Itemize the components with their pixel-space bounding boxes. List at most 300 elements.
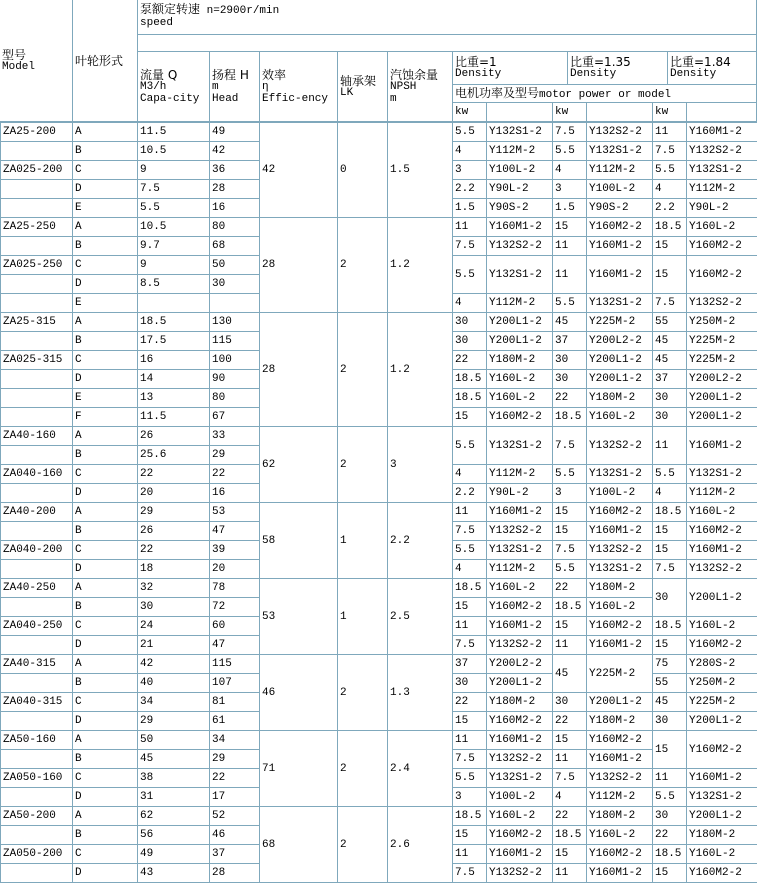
capacity-cell: 8.5 bbox=[138, 275, 210, 294]
motor-kw-cell: 45 bbox=[553, 655, 587, 693]
impeller-cell: D bbox=[73, 788, 138, 807]
motor-kw-cell: 18.5 bbox=[653, 845, 687, 864]
model-cell: ZA040-250 bbox=[1, 617, 73, 636]
npsh-cell: 2.2 bbox=[388, 503, 453, 579]
model-cell bbox=[1, 864, 73, 883]
pump-performance-table bbox=[0, 122, 757, 883]
model-cell bbox=[1, 674, 73, 693]
npsh-cell: 1.2 bbox=[388, 313, 453, 427]
motor-kw-cell: 15 bbox=[453, 598, 487, 617]
head-cell: 52 bbox=[210, 807, 260, 826]
motor-model-cell: Y200L1-2 bbox=[687, 712, 757, 731]
motor-kw-cell: 18.5 bbox=[453, 389, 487, 408]
head-cell: 47 bbox=[210, 636, 260, 655]
motor-model-cell: Y132S1-2 bbox=[487, 256, 553, 294]
lk-cell: 2 bbox=[338, 807, 388, 883]
efficiency-cell: 46 bbox=[260, 655, 338, 731]
motor-kw-cell: 15 bbox=[553, 218, 587, 237]
model-cell: ZA025-250 bbox=[1, 256, 73, 275]
head-cell: 29 bbox=[210, 750, 260, 769]
capacity-cell: 10.5 bbox=[138, 218, 210, 237]
model-cell: ZA40-315 bbox=[1, 655, 73, 674]
motor-model-cell: Y132S1-2 bbox=[687, 465, 757, 484]
motor-kw-cell: 11 bbox=[553, 636, 587, 655]
motor-kw-cell: 15 bbox=[653, 636, 687, 655]
efficiency-cell: 68 bbox=[260, 807, 338, 883]
impeller-cell: C bbox=[73, 161, 138, 180]
head-cell: 49 bbox=[210, 123, 260, 142]
motor-model-cell: Y160M2-2 bbox=[487, 826, 553, 845]
motor-kw-cell: 37 bbox=[553, 332, 587, 351]
motor-model-cell: Y200L1-2 bbox=[487, 332, 553, 351]
lk-cell: 1 bbox=[338, 579, 388, 655]
table-row bbox=[1, 503, 757, 522]
head-cell: 115 bbox=[210, 655, 260, 674]
capacity-cell: 40 bbox=[138, 674, 210, 693]
lk-cell: 2 bbox=[338, 427, 388, 503]
impeller-cell: A bbox=[73, 427, 138, 446]
motor-model-cell: Y160M1-2 bbox=[587, 256, 653, 294]
capacity-cell: 29 bbox=[138, 503, 210, 522]
header-density-135 bbox=[567, 52, 667, 85]
header-kw-1 bbox=[452, 103, 486, 122]
motor-kw-cell: 3 bbox=[553, 484, 587, 503]
capacity-cell: 9 bbox=[138, 256, 210, 275]
motor-kw-cell: 30 bbox=[553, 351, 587, 370]
motor-model-cell: Y112M-2 bbox=[487, 294, 553, 313]
motor-kw-cell: 11 bbox=[553, 750, 587, 769]
impeller-cell: B bbox=[73, 826, 138, 845]
motor-kw-cell: 30 bbox=[653, 389, 687, 408]
capacity-cell: 26 bbox=[138, 522, 210, 541]
efficiency-symbol: η bbox=[262, 81, 335, 93]
motor-model-cell: Y160L-2 bbox=[487, 807, 553, 826]
motor-kw-cell: 15 bbox=[653, 522, 687, 541]
header-head bbox=[209, 52, 259, 122]
model-cell bbox=[1, 142, 73, 161]
motor-model-cell: Y180M-2 bbox=[687, 826, 757, 845]
npsh-unit: m bbox=[390, 93, 450, 105]
motor-model-cell: Y90L-2 bbox=[687, 199, 757, 218]
header-lk bbox=[337, 52, 387, 122]
npsh-cell: 1.5 bbox=[388, 123, 453, 218]
impeller-cell: B bbox=[73, 522, 138, 541]
impeller-cell: C bbox=[73, 465, 138, 484]
motor-model-cell: Y112M-2 bbox=[687, 180, 757, 199]
model-cell bbox=[1, 446, 73, 465]
head-cell: 28 bbox=[210, 180, 260, 199]
model-cell bbox=[1, 636, 73, 655]
model-cell: ZA040-315 bbox=[1, 693, 73, 712]
motor-model-cell: Y160L-2 bbox=[587, 826, 653, 845]
header-model bbox=[0, 0, 72, 122]
impeller-cell: D bbox=[73, 560, 138, 579]
impeller-cell: C bbox=[73, 351, 138, 370]
head-cell: 39 bbox=[210, 541, 260, 560]
motor-kw-cell: 11 bbox=[653, 123, 687, 142]
impeller-cell: D bbox=[73, 636, 138, 655]
motor-model-cell: Y225M-2 bbox=[587, 655, 653, 693]
motor-model-cell: Y160M1-2 bbox=[487, 617, 553, 636]
table-row bbox=[1, 655, 757, 674]
head-unit: m bbox=[212, 81, 257, 93]
model-cell bbox=[1, 750, 73, 769]
table-row bbox=[1, 807, 757, 826]
capacity-cell: 13 bbox=[138, 389, 210, 408]
speed-value: n=2900r/min bbox=[207, 5, 280, 17]
motor-model-cell: Y160M2-2 bbox=[587, 503, 653, 522]
efficiency-cell: 71 bbox=[260, 731, 338, 807]
capacity-cell: 20 bbox=[138, 484, 210, 503]
motor-model-cell: Y160M1-2 bbox=[487, 845, 553, 864]
motor-kw-cell: 15 bbox=[653, 864, 687, 883]
motor-kw-cell: 7.5 bbox=[553, 123, 587, 142]
model-cell: ZA50-200 bbox=[1, 807, 73, 826]
motor-model-cell: Y112M-2 bbox=[687, 484, 757, 503]
motor-model-cell: Y160L-2 bbox=[587, 408, 653, 427]
motor-model-cell: Y160M2-2 bbox=[687, 522, 757, 541]
motor-kw-cell: 15 bbox=[653, 541, 687, 560]
motor-model-cell: Y160L-2 bbox=[687, 218, 757, 237]
model-cell: ZA040-160 bbox=[1, 465, 73, 484]
motor-model-cell: Y225M-2 bbox=[687, 332, 757, 351]
motor-kw-cell: 45 bbox=[653, 351, 687, 370]
motor-kw-cell: 55 bbox=[653, 313, 687, 332]
motor-kw-cell: 4 bbox=[453, 560, 487, 579]
motor-model-cell: Y132S2-2 bbox=[487, 522, 553, 541]
motor-model-cell: Y160M2-2 bbox=[587, 218, 653, 237]
motor-model-cell: Y132S1-2 bbox=[587, 294, 653, 313]
model-cell bbox=[1, 332, 73, 351]
motor-model-cell: Y200L1-2 bbox=[487, 313, 553, 332]
head-cell: 46 bbox=[210, 826, 260, 845]
head-cell: 100 bbox=[210, 351, 260, 370]
capacity-cell: 38 bbox=[138, 769, 210, 788]
motor-kw-cell: 30 bbox=[553, 693, 587, 712]
model-cell: ZA040-200 bbox=[1, 541, 73, 560]
motor-kw-cell: 11 bbox=[553, 237, 587, 256]
motor-model-cell: Y200L1-2 bbox=[687, 807, 757, 826]
motor-model-cell: Y132S1-2 bbox=[687, 161, 757, 180]
motor-kw-cell: 30 bbox=[653, 579, 687, 617]
motor-model-cell: Y180M-2 bbox=[487, 693, 553, 712]
capacity-cell: 49 bbox=[138, 845, 210, 864]
motor-kw-cell: 7.5 bbox=[453, 750, 487, 769]
motor-kw-cell: 22 bbox=[453, 351, 487, 370]
motor-model-cell: Y160M2-2 bbox=[587, 845, 653, 864]
kw-label: kw bbox=[455, 106, 484, 118]
motor-kw-cell: 15 bbox=[553, 617, 587, 636]
motor-kw-cell: 2.2 bbox=[453, 484, 487, 503]
motor-model-cell: Y160M1-2 bbox=[687, 427, 757, 465]
header-density-184 bbox=[667, 52, 757, 85]
motor-kw-cell: 11 bbox=[553, 864, 587, 883]
motor-model-cell: Y132S1-2 bbox=[487, 769, 553, 788]
motor-kw-cell: 30 bbox=[653, 807, 687, 826]
capacity-cell: 18.5 bbox=[138, 313, 210, 332]
efficiency-cell: 62 bbox=[260, 427, 338, 503]
head-cell: 22 bbox=[210, 465, 260, 484]
table-row bbox=[1, 313, 757, 332]
header-speed bbox=[137, 0, 757, 35]
motor-model-cell: Y200L1-2 bbox=[587, 693, 653, 712]
motor-model-cell: Y160M2-2 bbox=[587, 731, 653, 750]
efficiency-cell: 42 bbox=[260, 123, 338, 218]
motor-model-cell: Y160L-2 bbox=[487, 389, 553, 408]
table-row bbox=[1, 427, 757, 446]
motor-model-cell: Y200L1-2 bbox=[687, 389, 757, 408]
header-model-1 bbox=[486, 103, 552, 122]
capacity-cell: 25.6 bbox=[138, 446, 210, 465]
motor-model-cell: Y160M1-2 bbox=[587, 636, 653, 655]
motor-model-cell: Y160L-2 bbox=[687, 503, 757, 522]
impeller-cell: B bbox=[73, 237, 138, 256]
motor-model-cell: Y90S-2 bbox=[487, 199, 553, 218]
npsh-cell: 3 bbox=[388, 427, 453, 503]
impeller-cell: A bbox=[73, 123, 138, 142]
motor-kw-cell: 55 bbox=[653, 674, 687, 693]
model-cell bbox=[1, 788, 73, 807]
capacity-cell: 9.7 bbox=[138, 237, 210, 256]
motor-kw-cell: 3 bbox=[453, 161, 487, 180]
head-cell: 17 bbox=[210, 788, 260, 807]
head-cell: 50 bbox=[210, 256, 260, 275]
motor-kw-cell: 5.5 bbox=[453, 427, 487, 465]
motor-model-cell: Y200L2-2 bbox=[687, 370, 757, 389]
motor-kw-cell: 11 bbox=[453, 503, 487, 522]
motor-kw-cell: 5.5 bbox=[653, 788, 687, 807]
motor-model-cell: Y132S1-2 bbox=[487, 427, 553, 465]
capacity-unit: M3/h bbox=[140, 81, 207, 93]
npsh-label-en: NPSH bbox=[390, 81, 450, 93]
motor-model-cell: Y250M-2 bbox=[687, 313, 757, 332]
kw-label: kw bbox=[555, 106, 584, 118]
motor-model-cell: Y180M-2 bbox=[587, 807, 653, 826]
motor-kw-cell: 7.5 bbox=[453, 237, 487, 256]
motor-kw-cell: 22 bbox=[553, 712, 587, 731]
header-model-3 bbox=[686, 103, 757, 122]
motor-kw-cell: 7.5 bbox=[553, 769, 587, 788]
motor-model-cell: Y160M2-2 bbox=[487, 408, 553, 427]
model-cell bbox=[1, 712, 73, 731]
npsh-cell: 2.5 bbox=[388, 579, 453, 655]
motor-model-cell: Y280S-2 bbox=[687, 655, 757, 674]
impeller-cell: D bbox=[73, 864, 138, 883]
kw-label: kw bbox=[655, 106, 684, 118]
header-capacity bbox=[137, 52, 209, 122]
impeller-cell: B bbox=[73, 674, 138, 693]
impeller-cell: B bbox=[73, 142, 138, 161]
motor-model-cell: Y160M2-2 bbox=[487, 712, 553, 731]
motor-kw-cell: 5.5 bbox=[553, 294, 587, 313]
head-cell: 16 bbox=[210, 484, 260, 503]
motor-kw-cell: 4 bbox=[553, 788, 587, 807]
impeller-cell: C bbox=[73, 845, 138, 864]
motor-label-en: motor power or model bbox=[539, 89, 671, 101]
header-blank bbox=[137, 35, 757, 52]
motor-model-cell: Y100L-2 bbox=[487, 161, 553, 180]
table-row bbox=[1, 731, 757, 750]
impeller-cell: B bbox=[73, 446, 138, 465]
motor-model-cell: Y160M1-2 bbox=[587, 237, 653, 256]
impeller-cell: C bbox=[73, 617, 138, 636]
motor-model-cell: Y132S2-2 bbox=[487, 636, 553, 655]
efficiency-cell: 53 bbox=[260, 579, 338, 655]
motor-model-cell: Y132S2-2 bbox=[687, 142, 757, 161]
head-cell: 53 bbox=[210, 503, 260, 522]
impeller-cell: A bbox=[73, 503, 138, 522]
capacity-cell: 50 bbox=[138, 731, 210, 750]
lk-cell: 2 bbox=[338, 218, 388, 313]
motor-model-cell: Y132S2-2 bbox=[587, 123, 653, 142]
motor-model-cell: Y200L2-2 bbox=[587, 332, 653, 351]
model-cell bbox=[1, 408, 73, 427]
motor-kw-cell: 5.5 bbox=[653, 161, 687, 180]
impeller-cell: A bbox=[73, 731, 138, 750]
header-density-1 bbox=[452, 52, 567, 85]
motor-kw-cell: 30 bbox=[653, 712, 687, 731]
motor-kw-cell: 2.2 bbox=[653, 199, 687, 218]
header-motor bbox=[452, 85, 757, 103]
motor-kw-cell: 4 bbox=[653, 484, 687, 503]
header-kw-2 bbox=[552, 103, 586, 122]
motor-model-cell: Y112M-2 bbox=[487, 465, 553, 484]
model-cell bbox=[1, 237, 73, 256]
capacity-cell: 17.5 bbox=[138, 332, 210, 351]
motor-model-cell: Y100L-2 bbox=[487, 788, 553, 807]
motor-model-cell: Y132S1-2 bbox=[587, 560, 653, 579]
capacity-cell: 9 bbox=[138, 161, 210, 180]
motor-model-cell: Y90L-2 bbox=[487, 180, 553, 199]
model-cell bbox=[1, 180, 73, 199]
model-label-zh: 型号 bbox=[2, 49, 70, 61]
header-kw-3 bbox=[652, 103, 686, 122]
capacity-cell: 34 bbox=[138, 693, 210, 712]
motor-model-cell: Y160M2-2 bbox=[687, 636, 757, 655]
impeller-cell: E bbox=[73, 199, 138, 218]
capacity-cell: 30 bbox=[138, 598, 210, 617]
impeller-cell: E bbox=[73, 294, 138, 313]
head-cell: 30 bbox=[210, 275, 260, 294]
head-cell: 36 bbox=[210, 161, 260, 180]
motor-kw-cell: 18.5 bbox=[653, 617, 687, 636]
density-label-en: Density bbox=[670, 68, 754, 80]
motor-kw-cell: 11 bbox=[453, 218, 487, 237]
head-cell: 67 bbox=[210, 408, 260, 427]
capacity-cell: 32 bbox=[138, 579, 210, 598]
motor-kw-cell: 5.5 bbox=[453, 769, 487, 788]
capacity-cell: 42 bbox=[138, 655, 210, 674]
head-cell: 34 bbox=[210, 731, 260, 750]
capacity-cell: 14 bbox=[138, 370, 210, 389]
capacity-cell: 24 bbox=[138, 617, 210, 636]
motor-model-cell: Y180M-2 bbox=[587, 712, 653, 731]
motor-model-cell: Y160M1-2 bbox=[687, 769, 757, 788]
capacity-cell: 31 bbox=[138, 788, 210, 807]
impeller-cell: C bbox=[73, 256, 138, 275]
motor-kw-cell: 18.5 bbox=[653, 503, 687, 522]
motor-model-cell: Y90S-2 bbox=[587, 199, 653, 218]
motor-model-cell: Y160M2-2 bbox=[687, 237, 757, 256]
capacity-cell: 56 bbox=[138, 826, 210, 845]
impeller-cell: D bbox=[73, 712, 138, 731]
motor-model-cell: Y132S2-2 bbox=[487, 237, 553, 256]
motor-model-cell: Y250M-2 bbox=[687, 674, 757, 693]
motor-kw-cell: 4 bbox=[553, 161, 587, 180]
capacity-cell: 11.5 bbox=[138, 123, 210, 142]
motor-kw-cell: 15 bbox=[453, 712, 487, 731]
model-cell: ZA050-200 bbox=[1, 845, 73, 864]
model-cell: ZA40-160 bbox=[1, 427, 73, 446]
model-cell: ZA40-250 bbox=[1, 579, 73, 598]
head-cell: 37 bbox=[210, 845, 260, 864]
capacity-cell: 11.5 bbox=[138, 408, 210, 427]
header-npsh bbox=[387, 52, 452, 122]
motor-model-cell: Y160M2-2 bbox=[687, 864, 757, 883]
motor-kw-cell: 15 bbox=[553, 731, 587, 750]
motor-kw-cell: 7.5 bbox=[653, 142, 687, 161]
head-cell: 80 bbox=[210, 218, 260, 237]
impeller-cell: B bbox=[73, 332, 138, 351]
model-cell bbox=[1, 275, 73, 294]
model-cell bbox=[1, 826, 73, 845]
impeller-cell: D bbox=[73, 275, 138, 294]
motor-kw-cell: 7.5 bbox=[453, 636, 487, 655]
capacity-cell: 43 bbox=[138, 864, 210, 883]
motor-kw-cell: 45 bbox=[653, 332, 687, 351]
motor-kw-cell: 5.5 bbox=[553, 465, 587, 484]
motor-model-cell: Y132S1-2 bbox=[587, 465, 653, 484]
capacity-cell: 45 bbox=[138, 750, 210, 769]
lk-label-zh: 轴承架 bbox=[340, 75, 385, 87]
motor-model-cell: Y160M1-2 bbox=[587, 864, 653, 883]
efficiency-label-en: Effic-ency bbox=[262, 93, 335, 105]
capacity-cell: 5.5 bbox=[138, 199, 210, 218]
motor-kw-cell: 30 bbox=[653, 408, 687, 427]
impeller-cell: C bbox=[73, 541, 138, 560]
capacity-cell: 29 bbox=[138, 712, 210, 731]
lk-label-en: LK bbox=[340, 87, 385, 99]
motor-kw-cell: 22 bbox=[553, 389, 587, 408]
motor-kw-cell: 11 bbox=[653, 427, 687, 465]
motor-model-cell: Y90L-2 bbox=[487, 484, 553, 503]
model-cell: ZA50-160 bbox=[1, 731, 73, 750]
motor-model-cell: Y225M-2 bbox=[687, 351, 757, 370]
head-cell: 130 bbox=[210, 313, 260, 332]
head-cell: 81 bbox=[210, 693, 260, 712]
model-cell: ZA25-250 bbox=[1, 218, 73, 237]
motor-model-cell: Y200L1-2 bbox=[487, 674, 553, 693]
density-label-en: Density bbox=[455, 68, 565, 80]
motor-model-cell: Y132S1-2 bbox=[687, 788, 757, 807]
motor-kw-cell: 11 bbox=[453, 617, 487, 636]
motor-model-cell: Y180M-2 bbox=[587, 579, 653, 598]
motor-model-cell: Y132S2-2 bbox=[687, 294, 757, 313]
model-cell bbox=[1, 389, 73, 408]
model-cell bbox=[1, 294, 73, 313]
impeller-cell: A bbox=[73, 807, 138, 826]
motor-kw-cell: 5.5 bbox=[553, 142, 587, 161]
model-cell: ZA40-200 bbox=[1, 503, 73, 522]
model-cell: ZA25-315 bbox=[1, 313, 73, 332]
motor-kw-cell: 1.5 bbox=[553, 199, 587, 218]
motor-kw-cell: 37 bbox=[453, 655, 487, 674]
capacity-cell: 22 bbox=[138, 465, 210, 484]
capacity-cell: 26 bbox=[138, 427, 210, 446]
npsh-cell: 1.3 bbox=[388, 655, 453, 731]
impeller-cell: C bbox=[73, 769, 138, 788]
motor-kw-cell: 22 bbox=[553, 807, 587, 826]
